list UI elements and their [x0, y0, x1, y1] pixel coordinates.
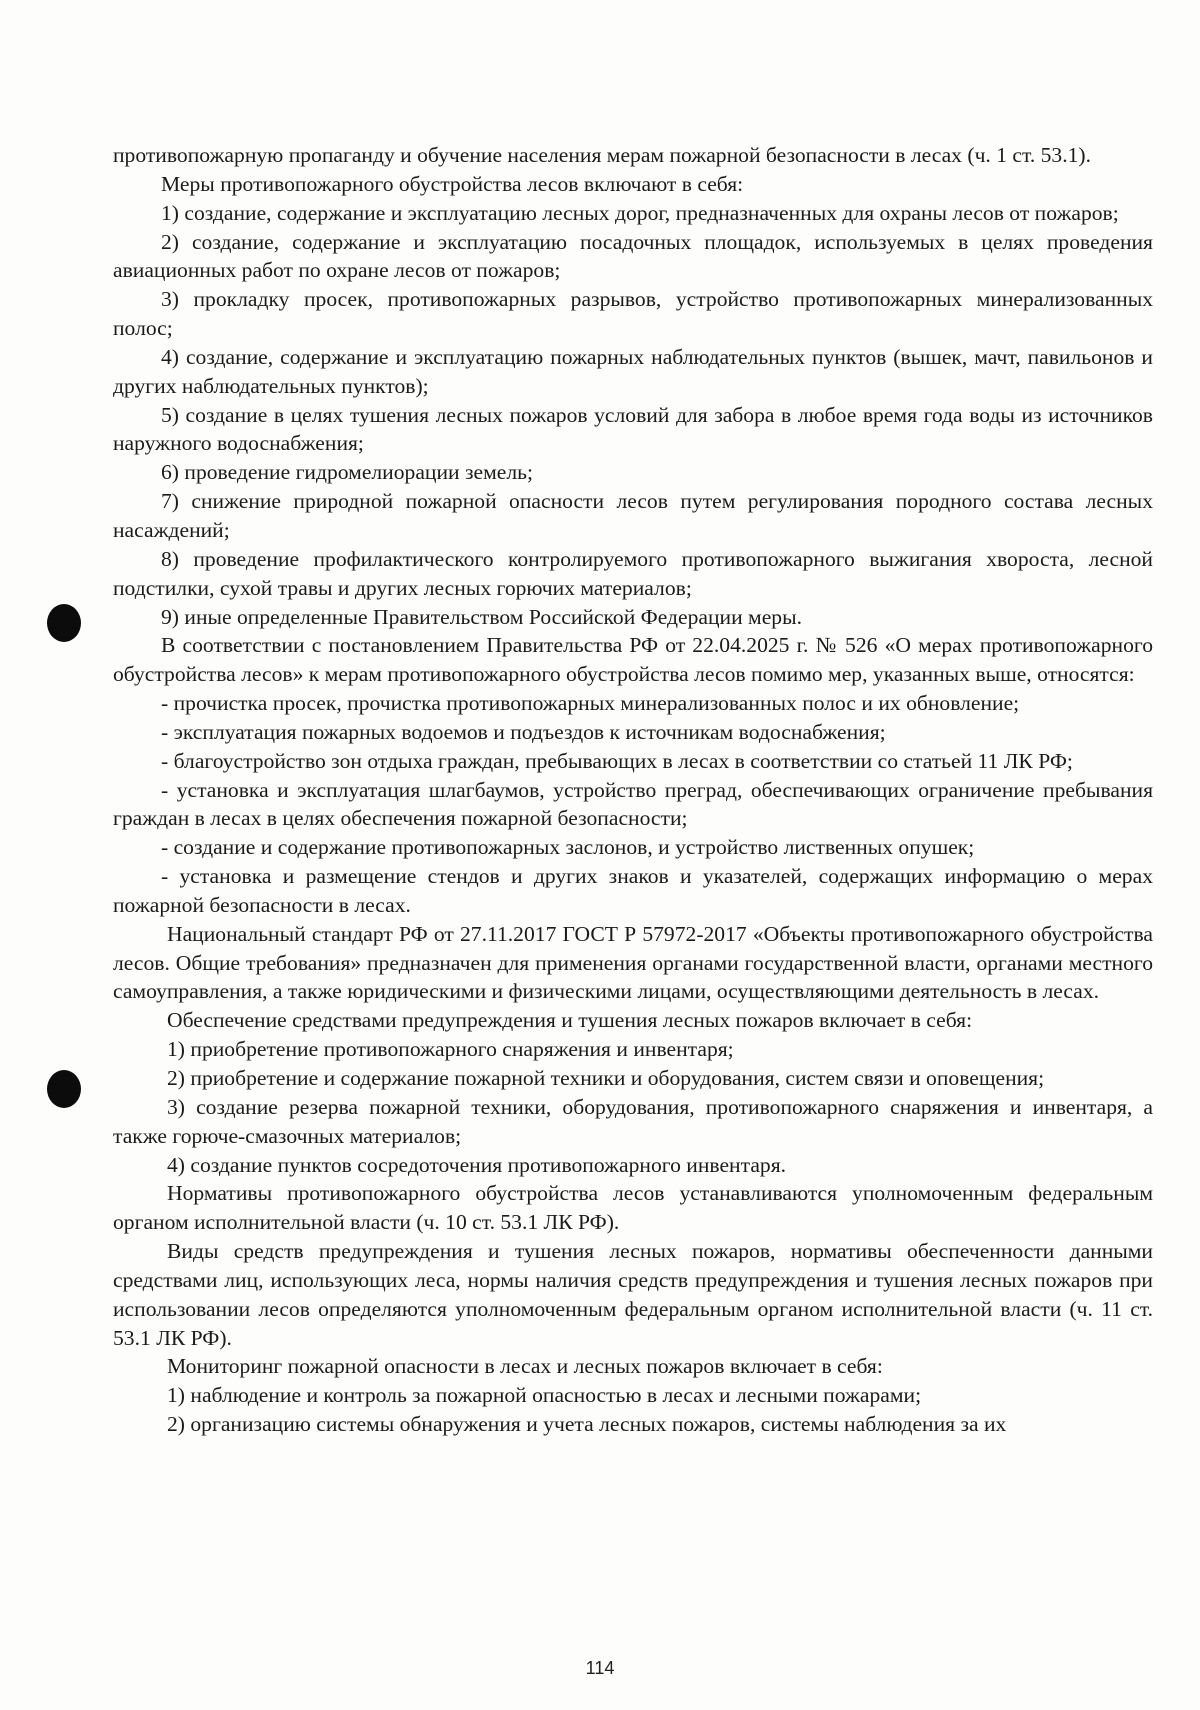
paragraph: 2) создание, содержание и эксплуатацию посадочных площадок, используемых в целях проведения авиационных работ по охране лесов от пожаров;	[113, 229, 1153, 283]
paragraph: - эксплуатация пожарных водоемов и подъездов к источникам водоснабжения;	[161, 719, 886, 744]
paragraph: 3) прокладку просек, противопожарных разрывов, устройство противопожарных минерализованных полос;	[113, 287, 1153, 341]
paragraph: противопожарную пропаганду и обучение населения мерам пожарной безопасности в лесах (ч. 1 ст. 53.1).	[113, 143, 1091, 167]
paragraph: Мониторинг пожарной опасности в лесах и лесных пожаров включает в себя:	[167, 1354, 883, 1379]
binder-hole	[47, 1070, 81, 1108]
binder-hole	[47, 604, 81, 642]
paragraph: 4) создание, содержание и эксплуатацию пожарных наблюдательных пунктов (вышек, мачт, павильонов и других наблюдательных пунктов);	[113, 344, 1153, 398]
paragraph: В соответствии с постановлением Правительства РФ от 22.04.2025 г. № 526 «О мерах противопожарного обустройства лесов» к мерам противопожарного обустройства лесов помимо мер, указанных выше, относятся:	[113, 633, 1153, 687]
page-number: 114	[585, 1658, 615, 1678]
paragraph: Обеспечение средствами предупреждения и тушения лесных пожаров включает в себя:	[167, 1008, 973, 1033]
paragraph: 7) снижение природной пожарной опасности лесов путем регулирования породного состава лесных насаждений;	[113, 489, 1153, 542]
paragraph: - создание и содержание противопожарных заслонов, и устройство лиственных опушек;	[161, 835, 975, 860]
paragraph: 4) создание пунктов сосредоточения противопожарного инвентаря.	[167, 1152, 787, 1177]
paragraph: 8) проведение профилактического контролируемого противопожарного выжигания хвороста, лесной подстилки, сухой травы и других лесных горючих материалов;	[113, 546, 1153, 600]
paragraph: Виды средств предупреждения и тушения лесных пожаров, нормативы обеспеченности данными средствами лиц, использующих леса, нормы наличия средств предупреждения и тушения лесных пожаров при использовании лесов определяются уполномоченным федеральным органом исполнительной власти (ч. 11 ст. 53.1 ЛК РФ).	[113, 1239, 1153, 1350]
paragraph: - благоустройство зон отдыха граждан, пребывающих в лесах в соответствии со статьей 11 ЛК РФ;	[161, 748, 1073, 773]
body-text	[113, 141, 1153, 1439]
paragraph: 1) приобретение противопожарного снаряжения и инвентаря;	[167, 1037, 734, 1062]
paragraph: - установка и эксплуатация шлагбаумов, устройство преград, обеспечивающих ограничение пребывания граждан в лесах в целях обеспечения пожарной безопасности;	[113, 777, 1153, 831]
paragraph: 1) создание, содержание и эксплуатацию лесных дорог, предназначенных для охраны лесов от пожаров;	[161, 200, 1119, 225]
paragraph: Меры противопожарного обустройства лесов включают в себя:	[161, 171, 744, 196]
paragraph: 6) проведение гидромелиорации земель;	[161, 460, 533, 485]
paragraph: 2) приобретение и содержание пожарной техники и оборудования, систем связи и оповещения;	[167, 1066, 1045, 1090]
paragraph: 1) наблюдение и контроль за пожарной опасностью в лесах и лесными пожарами;	[167, 1383, 922, 1408]
paragraph: - установка и размещение стендов и других знаков и указателей, содержащих информацию о мерах пожарной безопасности в лесах.	[113, 864, 1153, 917]
paragraph: 3) создание резерва пожарной техники, оборудования, противопожарного снаряжения и инвентаря, а также горюче-смазочных материалов;	[113, 1094, 1153, 1148]
paragraph: 2) организацию системы обнаружения и учета лесных пожаров, системы наблюдения за их	[167, 1412, 1007, 1437]
paragraph: - прочистка просек, прочистка противопожарных минерализованных полос и их обновление;	[161, 691, 1020, 716]
paragraph: Нормативы противопожарного обустройства лесов устанавливаются уполномоченным федеральным органом исполнительной власти (ч. 10 ст. 53.1 ЛК РФ).	[113, 1181, 1153, 1235]
paragraph: 9) иные определенные Правительством Российской Федерации меры.	[161, 604, 803, 629]
paragraph: 5) создание в целях тушения лесных пожаров условий для забора в любое время года воды из источников наружного водоснабжения;	[113, 402, 1153, 456]
paragraph: Национальный стандарт РФ от 27.11.2017 ГОСТ Р 57972-2017 «Объекты противопожарного обустройства лесов. Общие требования» предназначен для применения органами государственной власти, органами местного самоуправления, а также юридическими и физическими лицами, осуществляющими деятельность в лесах.	[113, 921, 1153, 1004]
